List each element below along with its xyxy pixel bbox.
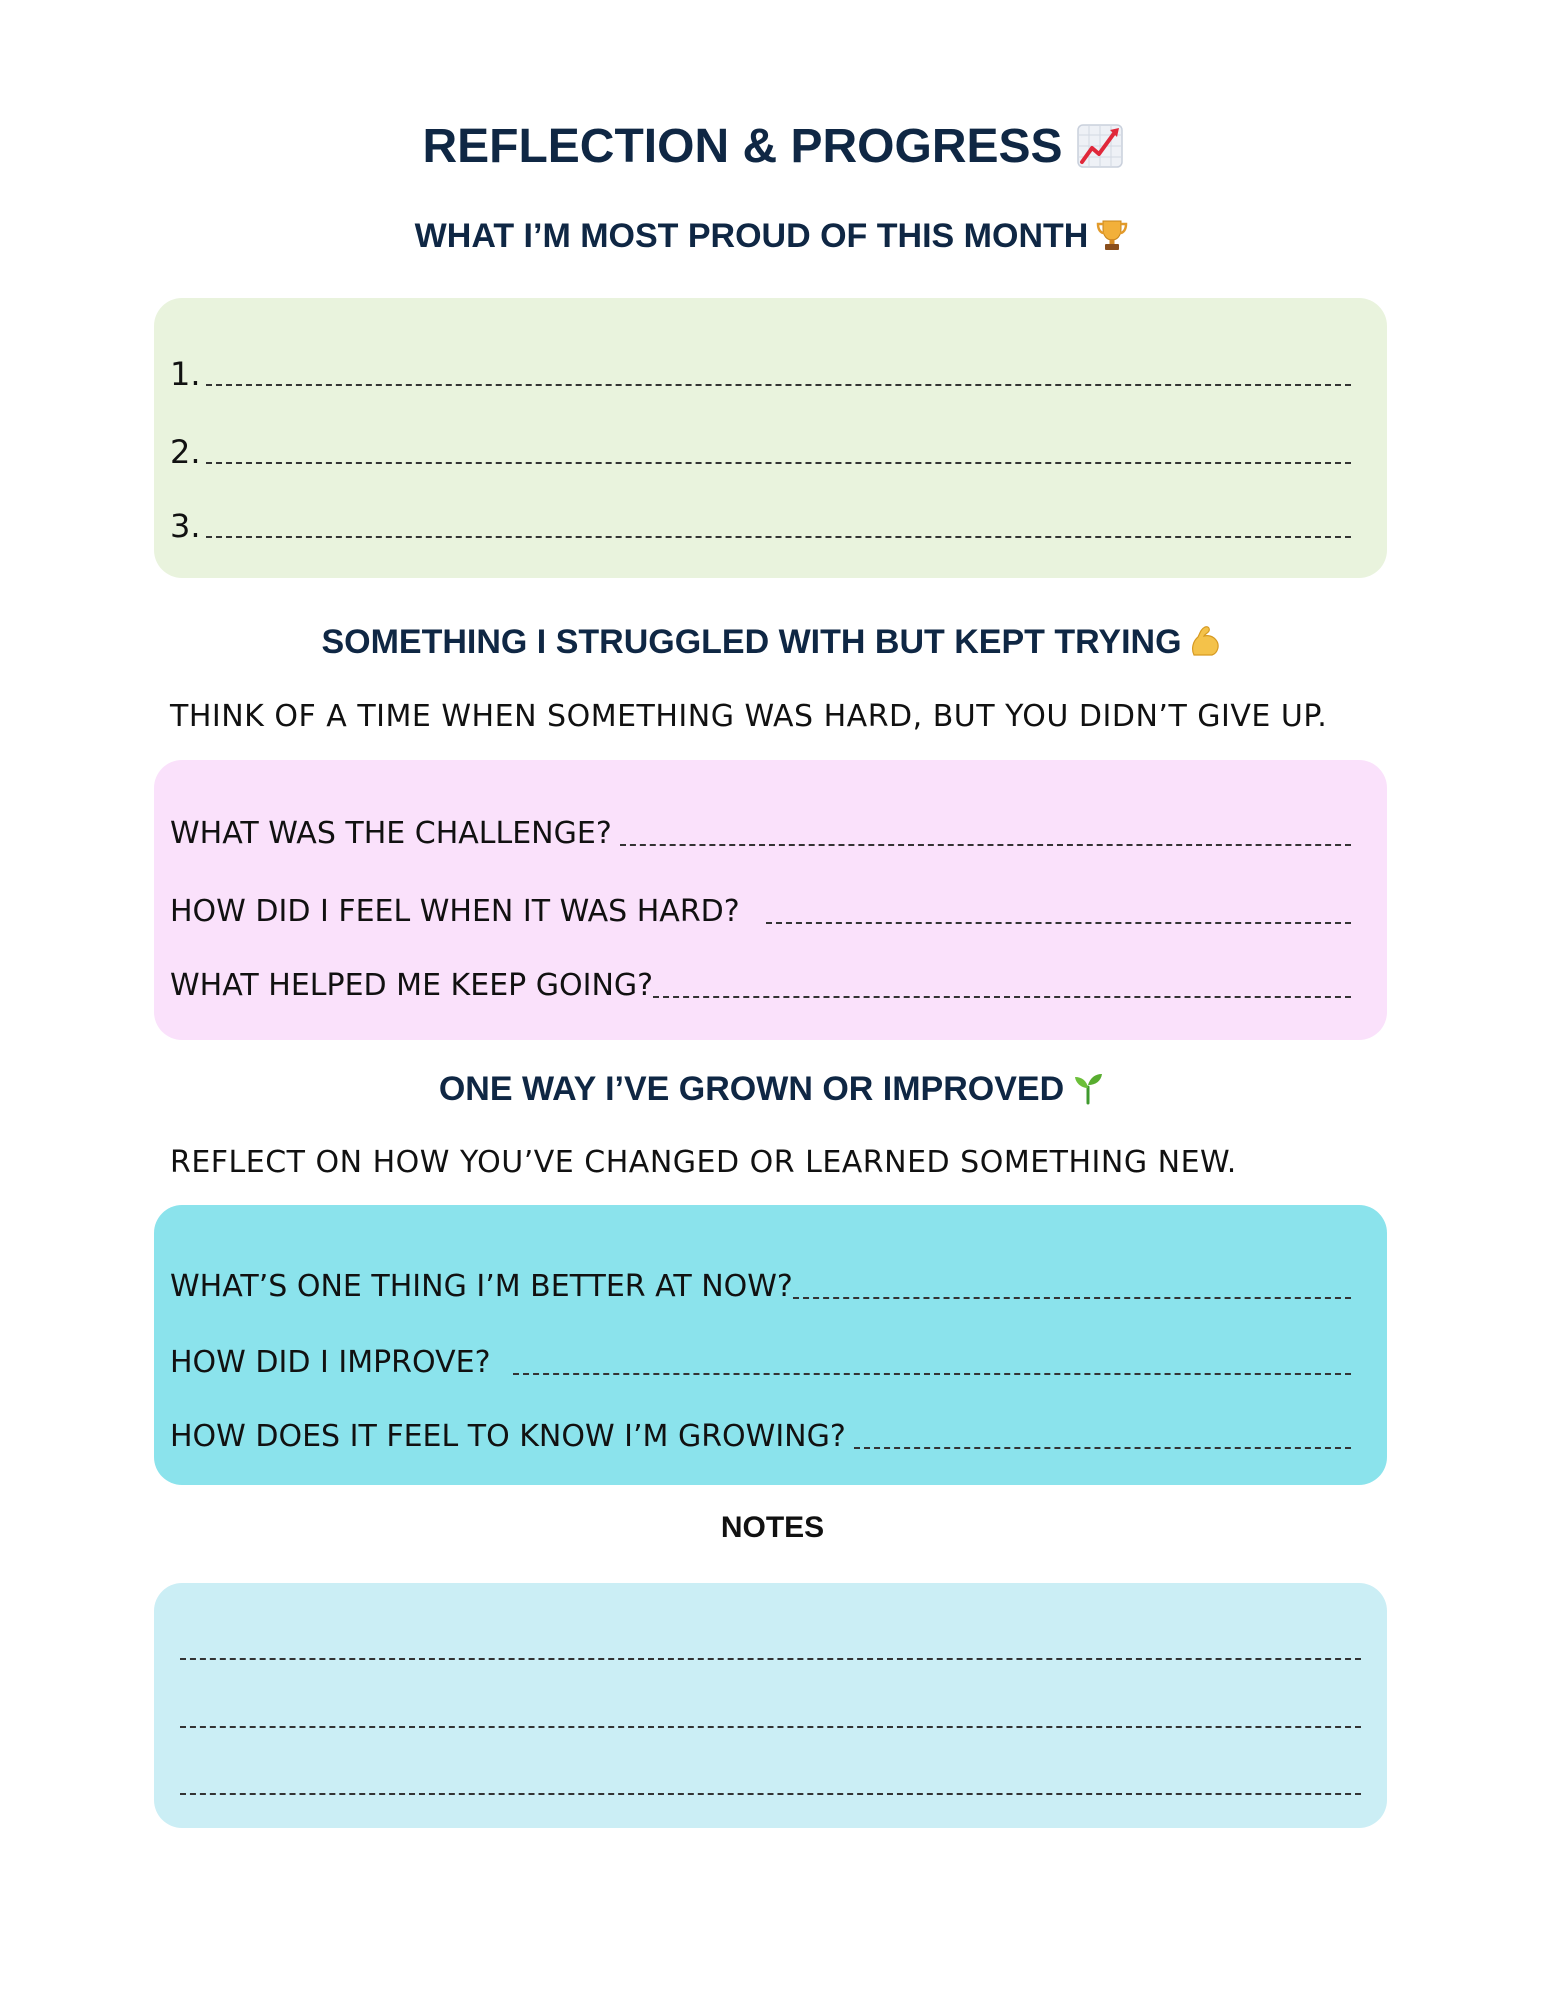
answer-line[interactable] xyxy=(206,384,1351,386)
notes-line[interactable] xyxy=(180,1658,1361,1660)
proud-line-number: 3. xyxy=(170,507,201,545)
page-title-text: REFLECTION & PROGRESS xyxy=(422,120,1063,173)
struggle-prompt-3[interactable] xyxy=(170,962,1351,1006)
page-title xyxy=(0,112,1545,182)
prompt-label: HOW DOES IT FEEL TO KNOW I’M GROWING? xyxy=(170,1419,846,1454)
growth-prompt-2[interactable] xyxy=(170,1339,1351,1383)
answer-line[interactable] xyxy=(854,1447,1351,1449)
answer-line[interactable] xyxy=(206,462,1351,464)
proud-line-2[interactable] xyxy=(170,428,1351,472)
prompt-label: WHAT’S ONE THING I’M BETTER AT NOW? xyxy=(170,1269,793,1304)
struggle-box xyxy=(154,760,1387,1040)
trophy-icon xyxy=(1094,217,1130,253)
notes-heading: NOTES xyxy=(720,1511,825,1544)
growth-heading-text: ONE WAY I’VE GROWN OR IMPROVED xyxy=(438,1070,1065,1108)
answer-line[interactable] xyxy=(513,1373,1352,1375)
proud-heading-text: WHAT I’M MOST PROUD OF THIS MONTH xyxy=(414,217,1089,255)
answer-line[interactable] xyxy=(206,536,1351,538)
notes-line[interactable] xyxy=(180,1726,1361,1728)
prompt-label: WHAT WAS THE CHALLENGE? xyxy=(170,816,612,851)
struggle-heading-text: SOMETHING I STRUGGLED WITH BUT KEPT TRYING xyxy=(321,623,1182,661)
proud-line-1[interactable] xyxy=(170,350,1351,394)
notes-line[interactable] xyxy=(180,1793,1361,1795)
answer-line[interactable] xyxy=(620,844,1351,846)
answer-line[interactable] xyxy=(766,922,1351,924)
growth-box xyxy=(154,1205,1387,1485)
proud-line-3[interactable] xyxy=(170,502,1351,546)
growth-prompt-3[interactable] xyxy=(170,1413,1351,1457)
proud-line-number: 2. xyxy=(170,433,201,471)
growth-hint: REFLECT ON HOW YOU’VE CHANGED OR LEARNED SOMETHING NEW. xyxy=(170,1145,1237,1180)
notes-box xyxy=(154,1583,1387,1828)
struggle-prompt-1[interactable] xyxy=(170,810,1351,854)
proud-heading xyxy=(0,213,1545,259)
proud-line-number: 1. xyxy=(170,355,201,393)
chart-increasing-icon xyxy=(1077,124,1123,168)
proud-box xyxy=(154,298,1387,578)
struggle-hint: THINK OF A TIME WHEN SOMETHING WAS HARD, BUT YOU DIDN’T GIVE UP. xyxy=(170,699,1328,734)
prompt-label: HOW DID I FEEL WHEN IT WAS HARD? xyxy=(170,894,740,929)
prompt-label: WHAT HELPED ME KEEP GOING? xyxy=(170,968,654,1003)
struggle-heading xyxy=(0,619,1545,665)
answer-line[interactable] xyxy=(793,1297,1351,1299)
growth-prompt-1[interactable] xyxy=(170,1263,1351,1307)
flexed-biceps-icon xyxy=(1188,623,1224,659)
growth-heading xyxy=(0,1066,1545,1112)
answer-line[interactable] xyxy=(653,996,1351,998)
prompt-label: HOW DID I IMPROVE? xyxy=(170,1345,491,1380)
seedling-icon xyxy=(1070,1070,1106,1106)
struggle-prompt-2[interactable] xyxy=(170,888,1351,932)
